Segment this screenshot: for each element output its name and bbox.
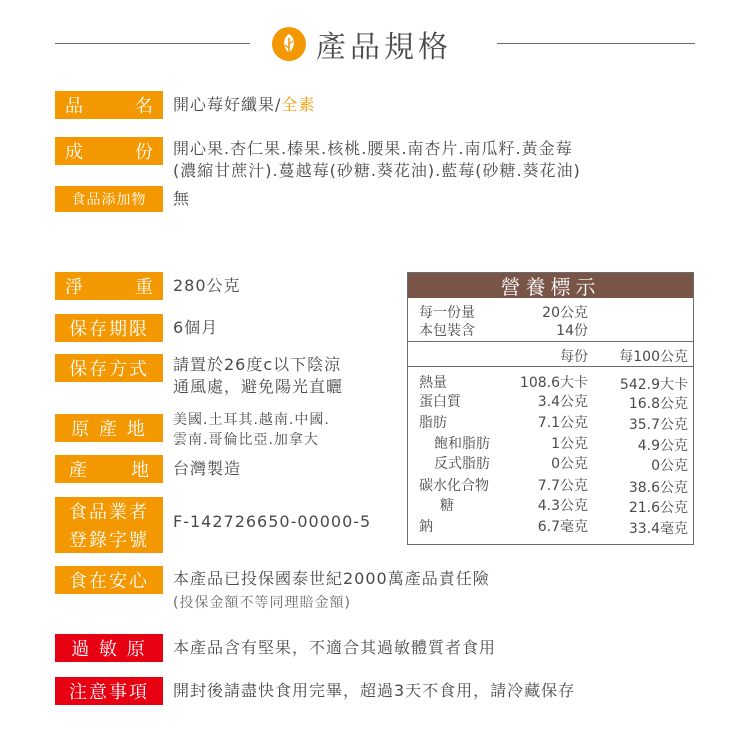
col-per-100g: 每100公克	[619, 349, 688, 365]
ingredients-line-1: 開心果.杏仁果.榛果.核桃.腰果.南杏片.南瓜籽.黃金莓	[173, 139, 573, 158]
storage-line-2: 通風處，避免陽光直曬	[173, 377, 344, 396]
title-group	[272, 24, 452, 64]
col-per-serving: 每份	[560, 349, 588, 365]
product-name: 開心莓好纖果/全素	[173, 95, 316, 114]
nutrient-per-serving: 1公克	[551, 436, 588, 452]
ingredients-line-2: (濃縮甘蔗汁).蔓越莓(砂糖.葵花油).藍莓(砂糖.葵花油)	[173, 161, 581, 180]
nutrient-name: 飽和脂肪	[434, 436, 490, 452]
nutrient-per-100g: 0公克	[651, 458, 688, 474]
nutrient-per-100g: 4.9公克	[637, 438, 688, 454]
label-ingredients: 成 份	[55, 137, 163, 165]
shelf-life-value: 6個月	[173, 318, 219, 337]
nutrient-name: 鈉	[419, 519, 433, 535]
nutrient-per-serving: 3.4公克	[537, 394, 588, 410]
nutrient-name: 碳水化合物	[419, 478, 489, 494]
nutrition-table	[407, 272, 694, 545]
nutrient-name: 糖	[440, 498, 454, 514]
origin-line-2: 雲南.哥倫比亞.加拿大	[173, 432, 319, 448]
label-made-in: 產 地	[55, 455, 163, 483]
page-header	[0, 18, 750, 68]
safety-line-1: 本產品已投保國泰世紀2000萬產品責任險	[173, 569, 490, 588]
nutrition-divider-1	[408, 341, 693, 342]
label-registration: 食品業者 登錄字號	[55, 497, 163, 553]
nutrient-name: 蛋白質	[419, 394, 461, 410]
label-net-weight: 淨 重	[55, 272, 163, 300]
pack-label: 本包裝含	[419, 323, 475, 339]
made-in-value: 台灣製造	[173, 459, 242, 478]
header-rule-left	[55, 43, 250, 44]
net-weight-value: 280公克	[173, 276, 241, 295]
nutrient-name: 熱量	[419, 375, 447, 391]
additives-value: 無	[173, 189, 191, 208]
nutrient-per-serving: 7.1公克	[537, 415, 588, 431]
safety-line-2: (投保金額不等同理賠金額)	[173, 595, 351, 611]
leaf-icon	[272, 27, 306, 61]
nutrient-per-serving: 108.6大卡	[519, 375, 588, 391]
nutrient-per-100g: 542.9大卡	[619, 377, 688, 393]
label-additives: 食品添加物	[55, 186, 163, 212]
nutrient-per-serving: 0公克	[551, 456, 588, 472]
pack-value: 14份	[556, 323, 588, 339]
notice-value: 開封後請盡快食用完畢，超過3天不食用，請冷藏保存	[173, 681, 576, 700]
nutrient-per-serving: 4.3公克	[537, 498, 588, 514]
header-rule-right	[497, 43, 695, 44]
label-origin: 原 產 地	[55, 414, 163, 442]
nutrient-per-100g: 21.6公克	[628, 500, 688, 516]
nutrient-per-100g: 38.6公克	[628, 480, 688, 496]
serving-label: 每一份量	[419, 305, 475, 321]
label-notice: 注意事項	[55, 677, 163, 705]
nutrition-divider-2	[408, 366, 693, 367]
serving-value: 20公克	[542, 305, 588, 321]
allergen-value: 本產品含有堅果，不適合其過敏體質者食用	[173, 638, 497, 657]
label-product-name: 品 名	[55, 91, 163, 119]
nutrient-per-100g: 33.4毫克	[628, 521, 688, 537]
nutrient-name: 脂肪	[419, 415, 447, 431]
nutrient-per-100g: 16.8公克	[628, 396, 688, 412]
nutrient-per-100g: 35.7公克	[628, 417, 688, 433]
nutrient-per-serving: 6.7毫克	[537, 519, 588, 535]
label-allergen: 過 敏 原	[55, 634, 163, 662]
nutrition-title: 營養標示	[408, 273, 693, 298]
registration-number: F-142726650-00000-5	[173, 512, 372, 531]
label-shelf-life: 保存期限	[55, 314, 163, 342]
nutrient-per-serving: 7.7公克	[537, 478, 588, 494]
label-storage: 保存方式	[55, 354, 163, 382]
storage-line-1: 請置於26度c以下陰涼	[173, 355, 342, 374]
page-title: 產品規格	[316, 30, 452, 65]
nutrient-name: 反式脂肪	[434, 456, 490, 472]
origin-line-1: 美國.土耳其.越南.中國.	[173, 412, 330, 428]
label-safety: 食在安心	[55, 566, 163, 594]
vegan-tag: 全素	[281, 95, 316, 114]
